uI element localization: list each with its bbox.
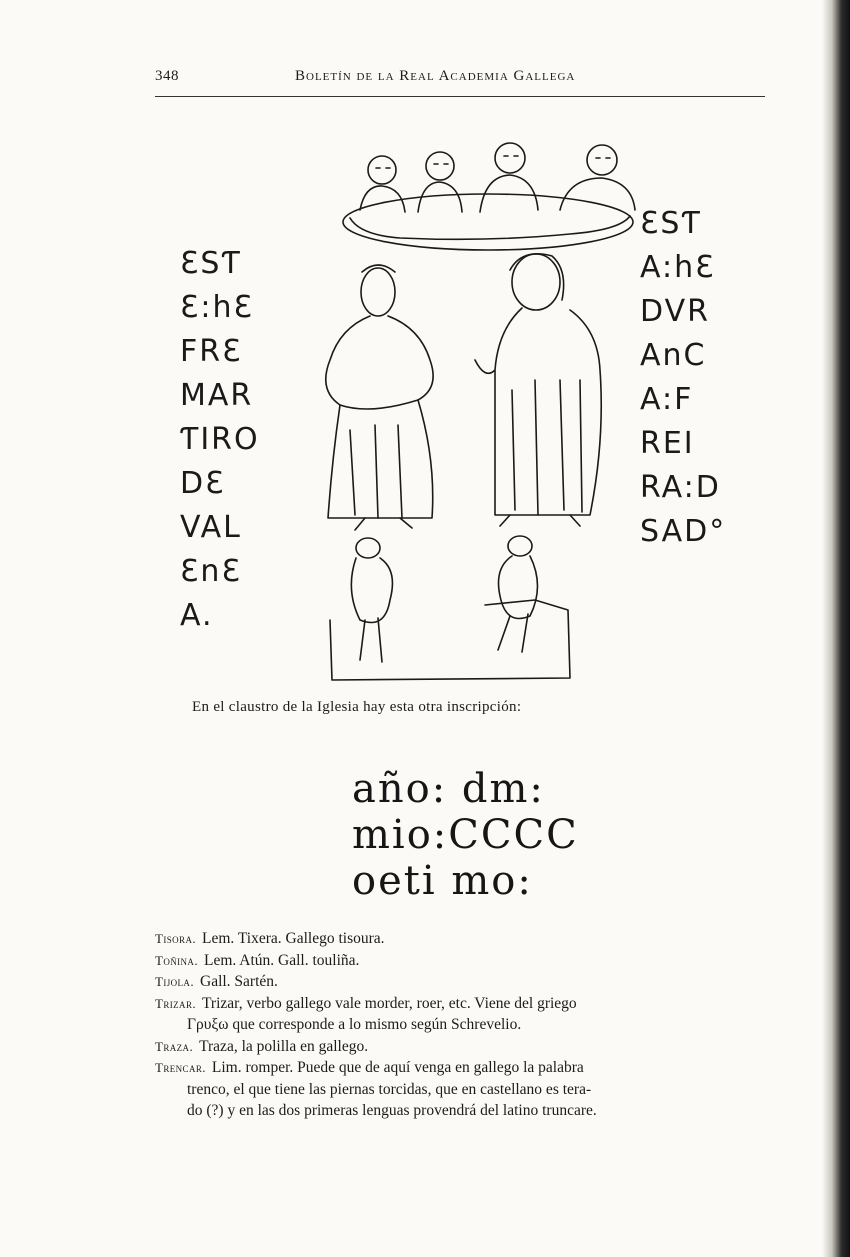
inscription-line: FRƐ bbox=[180, 334, 243, 369]
inscription-line: AnC bbox=[640, 338, 707, 373]
inscription-line: ƐnƐ bbox=[180, 554, 242, 589]
inscription-line: SAD° bbox=[640, 514, 727, 549]
glossary-entry bbox=[155, 971, 767, 993]
entry-term: Trencar. bbox=[155, 1060, 206, 1075]
inscription-line: A:hƐ bbox=[640, 250, 716, 285]
running-title: Boletín de la Real Academia Gallega bbox=[295, 68, 576, 84]
glossary-entry bbox=[155, 993, 767, 1036]
left-figure bbox=[326, 265, 433, 530]
birds-on-plinth bbox=[330, 536, 570, 680]
glossary-entry bbox=[155, 1057, 767, 1122]
entry-term: Tijola. bbox=[155, 974, 194, 989]
entry-text: Traza, la polilla en gallego. bbox=[199, 1037, 369, 1055]
inscription-line: REI bbox=[640, 426, 695, 461]
inscription-line: ƬIRO bbox=[180, 422, 260, 457]
inscription-line: ƐSƬ bbox=[640, 206, 702, 241]
entry-term: Tisora. bbox=[155, 931, 196, 946]
entry-term: Trizar. bbox=[155, 995, 196, 1011]
entry-continuation: trenco, el que tiene las piernas torcidas, que en castellano es tera- bbox=[187, 1080, 592, 1098]
inscription-line: VAL bbox=[180, 510, 242, 545]
inscription-line: oeti mo: bbox=[352, 858, 533, 904]
entry-continuation: Γρυξω que corresponde a lo mismo según Schrevelio. bbox=[187, 1016, 522, 1033]
inscription-line: DVR bbox=[640, 294, 710, 329]
right-inscription bbox=[640, 202, 726, 554]
inscription-line: A. bbox=[180, 598, 214, 633]
left-inscription bbox=[180, 242, 260, 638]
inscription-line: RA:D bbox=[640, 470, 721, 505]
entry-text: Lem. Atún. Gall. touliña. bbox=[204, 951, 360, 969]
inscription-line: MAR bbox=[180, 378, 254, 413]
entry-text: Lim. romper. Puede que de aquí venga en gallego la palabra bbox=[211, 1059, 584, 1076]
glossary-entries bbox=[155, 928, 767, 1122]
inscription-line: mio:CCCC bbox=[352, 812, 579, 858]
inscription-line: ƐSƬ bbox=[180, 246, 242, 281]
entry-text: Trizar, verbo gallego vale morder, roer, etc. Viene del griego bbox=[202, 994, 577, 1012]
glossary-entry bbox=[155, 950, 767, 972]
running-header bbox=[155, 66, 765, 88]
illustration bbox=[150, 130, 770, 690]
page-number: 348 bbox=[155, 68, 179, 84]
caption: En el claustro de la Iglesia hay esta otra inscripción: bbox=[192, 699, 522, 715]
page-edge-shadow bbox=[822, 0, 850, 1257]
cloister-inscription bbox=[352, 766, 579, 904]
glossary-entry bbox=[155, 1036, 767, 1058]
right-figure bbox=[475, 254, 601, 526]
entry-term: Toñina. bbox=[155, 952, 198, 968]
header-rule bbox=[155, 96, 765, 97]
inscription-line: A:F bbox=[640, 382, 694, 417]
inscription-line: DƐ bbox=[180, 466, 226, 501]
inscription-line: año: dm: bbox=[352, 766, 545, 812]
entry-text: Gall. Sartén. bbox=[200, 973, 278, 990]
cloud-figures bbox=[343, 143, 635, 250]
entry-text: Lem. Tixera. Gallego tisoura. bbox=[202, 930, 385, 947]
entry-continuation: do (?) y en las dos primeras lenguas provendrá del latino truncare. bbox=[187, 1102, 597, 1119]
inscription-line: Ɛ:hƐ bbox=[180, 290, 254, 325]
glossary-entry bbox=[155, 928, 767, 950]
entry-term: Traza. bbox=[155, 1038, 194, 1054]
